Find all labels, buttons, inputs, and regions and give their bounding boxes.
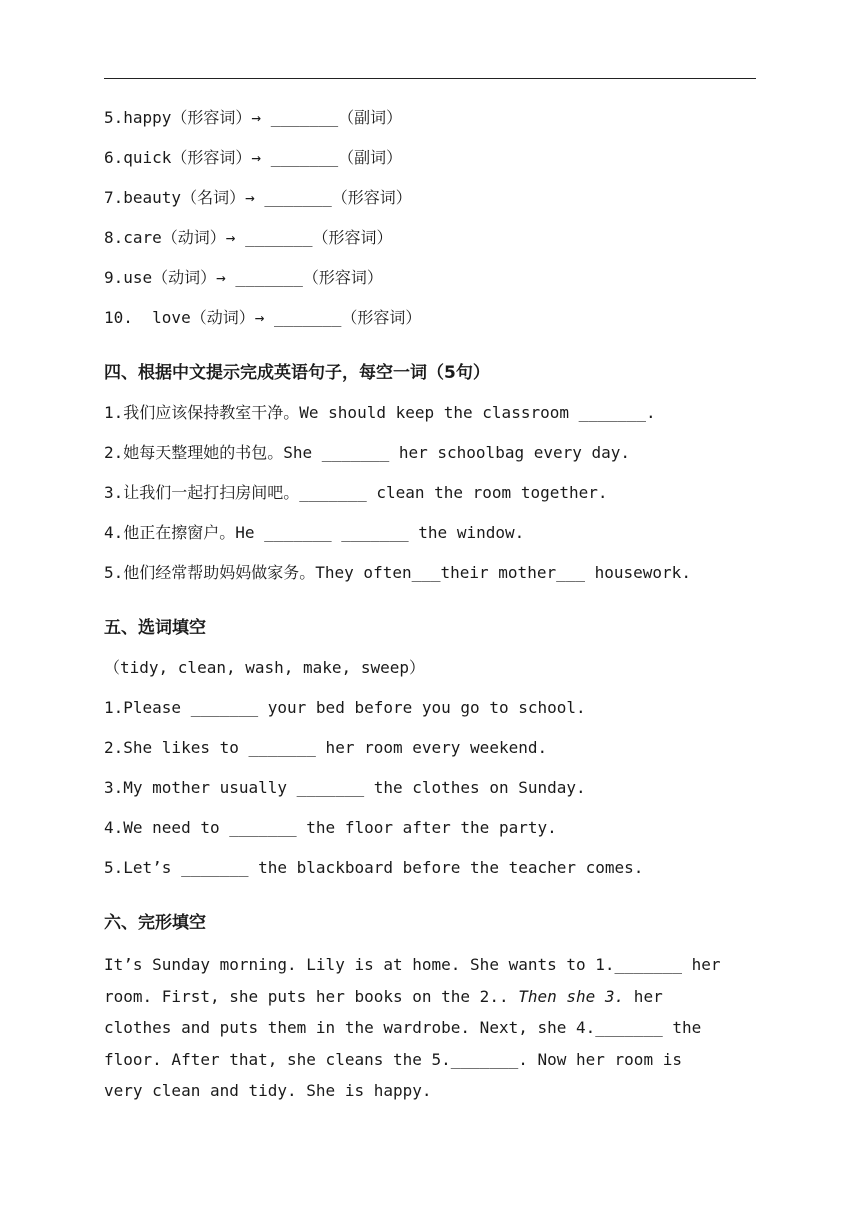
passage-text: her [624,986,663,1006]
passage-italic-text: Then she 3. [508,986,625,1006]
transform-item-6: 6.quick（形容词）→ _______（副词） [104,148,403,167]
transform-item-10: 10. love（动词）→ _______（形容词） [104,308,422,327]
fill-item-1: 1.Please _______ your bed before you go to school. [104,698,586,717]
transform-item-7: 7.beauty（名词）→ _______（形容词） [104,188,412,207]
section-5-heading: 五、选词填空 [104,618,206,638]
sentence-item-4: 4.他正在擦窗户。He _______ _______ the window. [104,523,525,542]
fill-item-5: 5.Let’s _______ the blackboard before the teacher comes. [104,858,644,877]
passage-line [104,1012,764,1044]
fill-item-3: 3.My mother usually _______ the clothes on Sunday. [104,778,586,797]
passage-text: very clean and tidy. She is happy. [104,1081,432,1100]
passage-text: It’s Sunday morning. Lily is at home. She wants to 1._______ her [104,955,721,974]
fill-item-4: 4.We need to _______ the floor after the party. [104,818,557,837]
cloze-passage [104,949,764,1107]
sentence-item-3: 3.让我们一起打扫房间吧。_______ clean the room together. [104,483,608,502]
passage-line [104,1075,764,1107]
passage-text: room. First, she puts her books on the 2.. [104,986,509,1006]
header-rule [104,78,756,79]
passage-line [104,1044,764,1076]
transform-item-5: 5.happy（形容词）→ _______（副词） [104,108,403,127]
passage-line [104,981,764,1013]
passage-text: floor. After that, she cleans the 5._______. Now her room is [104,1049,682,1069]
sentence-item-1: 1.我们应该保持教室干净。We should keep the classroom _______. [104,403,656,422]
sentence-item-2: 2.她每天整理她的书包。She _______ her schoolbag every day. [104,443,631,462]
fill-item-2: 2.She likes to _______ her room every weekend. [104,738,548,757]
section-6-heading: 六、完形填空 [104,913,206,933]
word-bank: （tidy, clean, wash, make, sweep） [104,658,425,677]
transform-item-8: 8.care（动词）→ _______（形容词） [104,228,393,247]
sentence-item-5: 5.他们经常帮助妈妈做家务。They often___their mother___ housework. [104,563,691,582]
passage-line [104,949,764,981]
passage-text: clothes and puts them in the wardrobe. Next, she 4._______ the [104,1018,702,1037]
transform-item-9: 9.use（动词）→ _______（形容词） [104,268,383,287]
section-4-heading: 四、根据中文提示完成英语句子，每空一词（5句） [104,363,490,383]
